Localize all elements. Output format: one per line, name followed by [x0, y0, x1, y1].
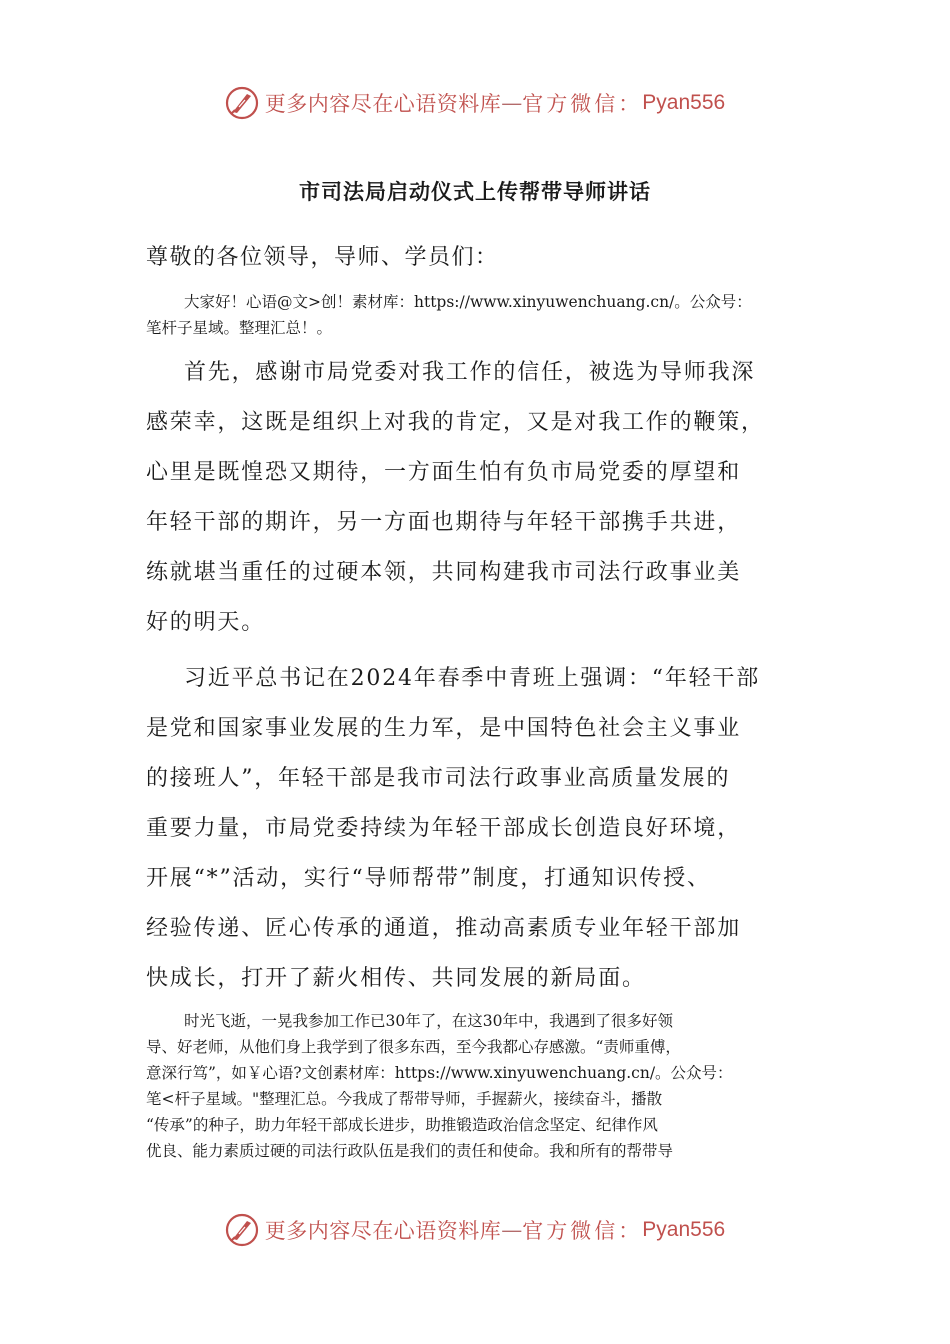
quill-pen-logo-icon: [225, 1213, 259, 1247]
banner-wechat-id: Pyan556: [642, 1218, 726, 1241]
paragraph-line: 是党和国家事业发展的生力军，是中国特色社会主义事业: [146, 716, 742, 741]
paragraph-line: 心里是既惶恐又期待，一方面生怕有负市局党委的厚望和: [146, 460, 742, 485]
paragraph-line: 意深行笃”，如￥心语?文创素材库：https://www.xinyuwenchuang.cn/。公众号：: [146, 1064, 733, 1082]
document-title: 市司法局启动仪式上传帮带导师讲话: [299, 180, 651, 204]
banner-text: 更多内容尽在心语资料库: [264, 92, 502, 116]
banner-wechat-label: 官方微信：: [522, 92, 643, 116]
paragraph-line: 大家好！心语@文>创！素材库：https://www.xinyuwenchuang.cn/。公众号：: [184, 293, 752, 311]
header-banner: [0, 78, 950, 128]
paragraph-quote: [146, 654, 826, 1004]
paragraph-line: 经验传递、匠心传承的通道，推动高素质专业年轻干部加: [146, 916, 742, 941]
paragraph-reflection: [146, 1008, 816, 1164]
footer-banner: [0, 1205, 950, 1255]
paragraph-line: 好的明天。: [146, 610, 266, 635]
paragraph-line: 时光飞逝，一晃我参加工作已30年了，在这30年中，我遇到了很多好领: [184, 1012, 673, 1030]
paragraph-gratitude: [146, 348, 826, 648]
paragraph-line: 笔杆子星域。整理汇总！。: [146, 319, 333, 337]
quill-pen-logo-icon: [225, 86, 259, 120]
paragraph-line: 开展“*”活动，实行“导师帮带”制度，打通知识传授、: [146, 866, 711, 891]
banner-text: 更多内容尽在心语资料库: [264, 1219, 502, 1243]
paragraph-line: 的接班人”，年轻干部是我市司法行政事业高质量发展的: [146, 766, 731, 791]
paragraph-line: 优良、能力素质过硬的司法行政队伍是我们的责任和使命。我和所有的帮带导: [146, 1142, 674, 1160]
paragraph-line: 习近平总书记在2024年春季中青班上强调：“年轻干部: [184, 666, 761, 691]
paragraph-line: 年轻干部的期许，另一方面也期待与年轻干部携手共进，: [146, 510, 742, 535]
banner-separator: —: [501, 91, 523, 115]
paragraph-line: 笔<杆子星域。"整理汇总。今我成了帮带导师，手握薪火，接续奋斗，播散: [146, 1090, 663, 1108]
banner-wechat-id: Pyan556: [642, 91, 726, 114]
paragraph-line: 快成长，打开了薪火相传、共同发展的新局面。: [146, 966, 646, 991]
banner-wechat-label: 官方微信：: [522, 1219, 643, 1243]
salutation: 尊敬的各位领导，导师、学员们：: [146, 245, 499, 270]
paragraph-line: “传承”的种子，助力年轻干部成长进步，助推锻造政治信念坚定、纪律作风: [146, 1116, 658, 1134]
banner-separator: —: [501, 1218, 523, 1242]
paragraph-line: 重要力量，市局党委持续为年轻干部成长创造良好环境，: [146, 816, 742, 841]
paragraph-line: 练就堪当重任的过硬本领，共同构建我市司法行政事业美: [146, 560, 742, 585]
paragraph-line: 首先，感谢市局党委对我工作的信任，被选为导师我深: [184, 360, 756, 385]
paragraph-intro: [146, 289, 816, 341]
paragraph-line: 导、好老师，从他们身上我学到了很多东西，至今我都心存感激。“责师重傅，: [146, 1038, 681, 1056]
paragraph-line: 感荣幸，这既是组织上对我的肯定，又是对我工作的鞭策，: [146, 410, 765, 435]
